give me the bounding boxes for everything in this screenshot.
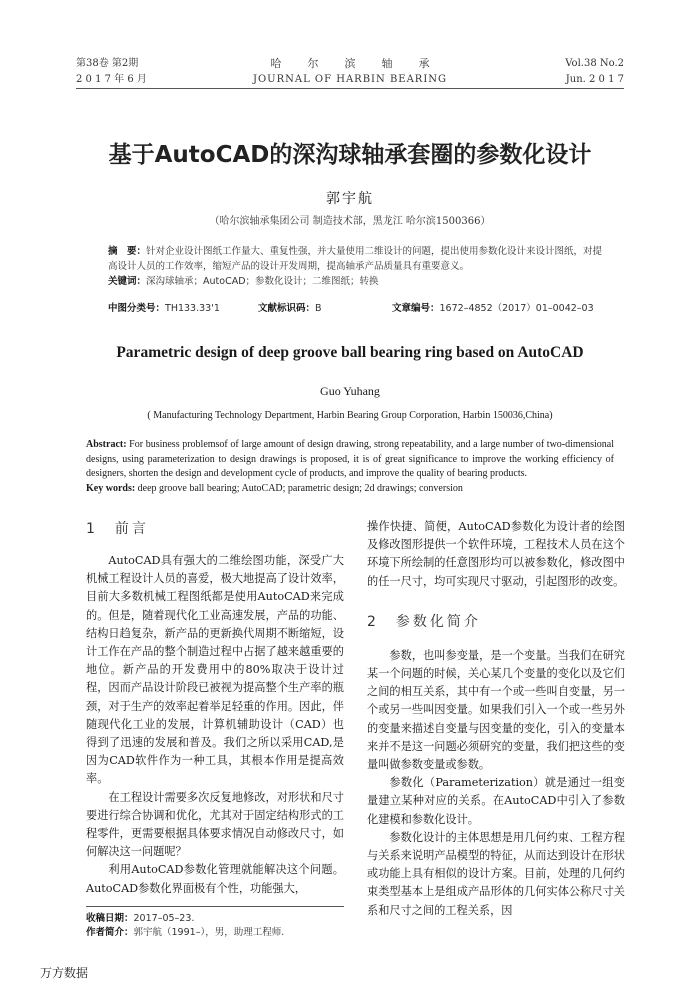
author-bio-label: 作者简介： [86, 927, 134, 938]
abstract-cn-text: 针对企业设计图纸工作量大、重复性强，并大量使用二维设计的问题，提出使用参数化设计来设计图纸，对提高设计人员的工作效率，缩短产品的设计开发周期，提高轴承产品质量具有重要意义。 [108, 246, 603, 272]
abstract-cn-body [108, 244, 604, 274]
keywords-en [86, 482, 614, 497]
clc-field [108, 300, 220, 314]
header-vol-no: Vol.38 No.2 [565, 58, 624, 69]
doc-code-value: B [315, 303, 322, 314]
section-1-paragraph-2: 在工程设计需要多次反复地修改，对形状和尺寸要进行综合协调和优化，尤其对于固定结构形式的工程零件，更需要根据具体要求情况自动修改尺寸，如何解决这一问题呢？ [86, 790, 344, 859]
author-bio [86, 926, 344, 940]
keywords-cn-text: 深沟球轴承；AutoCAD；参数化设计；二维图纸；转换 [146, 276, 379, 287]
body-column-left [86, 518, 344, 898]
section-1-paragraph-1: AutoCAD具有强大的二维绘图功能，深受广大机械工程设计人员的喜爱，极大地提高了设计效率，目前大多数机械工程图纸都是使用AutoCAD来完成的。但是，随着现代化工业高速发展，产品的功能、结构日趋复杂，新产品的更新换代周期不断缩短，设计工作在产品的整个制造过程中占据了越来越重要的地位。新产品的开发费用中的80%取决于设计过程，因而产品设计阶段已被视为提高整个生产率的瓶颈，对于生产的效率起着举足轻重的作用。因此，伴随现代化工业的发展，计算机辅助设计（CAD）也得到了迅速的发展和普及。我们之所以采用CAD,是因为CAD软件作为一种工具，其根本作用是提高效率。 [86, 554, 344, 786]
abstract-en [86, 438, 614, 496]
header-rule [76, 88, 624, 89]
received-date [86, 912, 344, 926]
received-value: 2017–05–23. [133, 913, 195, 924]
doc-code-field [258, 300, 322, 314]
section-1-heading: 1 前言 [86, 521, 149, 537]
wanfang-watermark: 万方数据 [40, 966, 89, 980]
keywords-en-label: Key words: [86, 482, 136, 494]
paper-title-en: Parametric design of deep groove ball bearing ring based on AutoCAD [116, 344, 584, 361]
article-no-label: 文章编号： [392, 303, 440, 314]
abstract-en-body [86, 438, 614, 482]
clc-value: TH133.33'1 [165, 303, 220, 314]
journal-name-cn: 哈尔滨轴承 [270, 57, 456, 70]
author-bio-value: 郭宇航（1991–），男，助理工程师. [133, 927, 285, 938]
author-en: Guo Yuhang [320, 384, 380, 398]
affiliation-cn: （哈尔滨轴承集团公司 制造技术部，黑龙江 哈尔滨1500366） [209, 216, 491, 227]
paper-title-cn: 基于AutoCAD的深沟球轴承套圈的参数化设计 [108, 142, 592, 168]
abstract-en-text: For business problemsof of large amount of design drawing, strong repeatability, and a large number of two-dimensional designs, using parameterization to design drawings is proposed, it is of great significance to improve the working efficiency of designers, shorten the design and development cycle of products, and improve the quality of bearing products. [86, 439, 614, 479]
received-label: 收稿日期： [86, 913, 134, 924]
clc-label: 中图分类号： [108, 303, 166, 314]
section-2-heading: 2 参数化简介 [367, 613, 481, 630]
section-2-paragraph-1: 参数，也叫参变量，是一个变量。当我们在研究某一个问题的时候，关心某几个变量的变化以及它们之间的相互关系，其中有一个或一些叫自变量，另一个或另一些叫因变量。如果我们引入一个或一些另外的变量来描述自变量与因变量的变化，引入的变量本来并不是这一问题必须研究的变量，我们把这些的变量叫做参数变量或参数。 [367, 648, 625, 772]
author-cn: 郭宇航 [326, 191, 374, 207]
article-no-field [392, 300, 594, 314]
footnote-rule [86, 906, 344, 907]
header-volume-en [565, 56, 624, 88]
doc-code-label: 文献标识码： [258, 303, 316, 314]
section-1-continuation: 操作快捷、简便，AutoCAD参数化为设计者的绘图及修改图形提供一个软件环境，工程技术人员在这个环境下所绘制的任意图形均可以被参数化，修改图中的任一尺寸，均可实现尺寸驱动，引起图形的改变。 [367, 520, 625, 588]
keywords-cn-label: 关键词： [108, 276, 147, 287]
header-date-en: Jun. 2 0 1 7 [565, 74, 624, 85]
affiliation-en: ( Manufacturing Technology Department, Harbin Bearing Group Corporation, Harbin 150036,China) [147, 410, 553, 421]
article-no-value: 1672–4852（2017）01–0042–03 [439, 303, 594, 314]
abstract-cn-label: 摘 要： [108, 246, 147, 257]
header-date-cn: 2 0 1 7 年 6 月 [76, 74, 147, 85]
header-vol-issue: 第38卷 第2期 [76, 58, 139, 69]
keywords-cn [108, 274, 604, 289]
keywords-en-text: deep groove ball bearing; AutoCAD; parametric design; 2d drawings; conversion [135, 482, 463, 494]
section-2-paragraph-2: 参数化（Parameterization）就是通过一组变量建立某种对应的关系。在AutoCAD中引入了参数化建模和参数化设计。 [367, 776, 625, 826]
journal-name-en: JOURNAL OF HARBIN BEARING [252, 74, 448, 85]
section-2-paragraph-3: 参数化设计的主体思想是用几何约束、工程方程与关系来说明产品模型的特征，从而达到设计在形状或功能上具有相似的设计方案。目前，处理的几何约束类型基本上是组成产品形体的几何实体公称尺寸关系和尺寸之间的工程关系，因 [367, 830, 625, 917]
footnote [86, 912, 344, 940]
abstract-en-label: Abstract: [86, 439, 127, 450]
section-1-paragraph-3: 利用AutoCAD参数化管理就能解决这个问题。AutoCAD参数化界面极有个性，功能强大， [86, 863, 344, 895]
body-column-right [367, 518, 625, 920]
abstract-cn [108, 244, 604, 289]
